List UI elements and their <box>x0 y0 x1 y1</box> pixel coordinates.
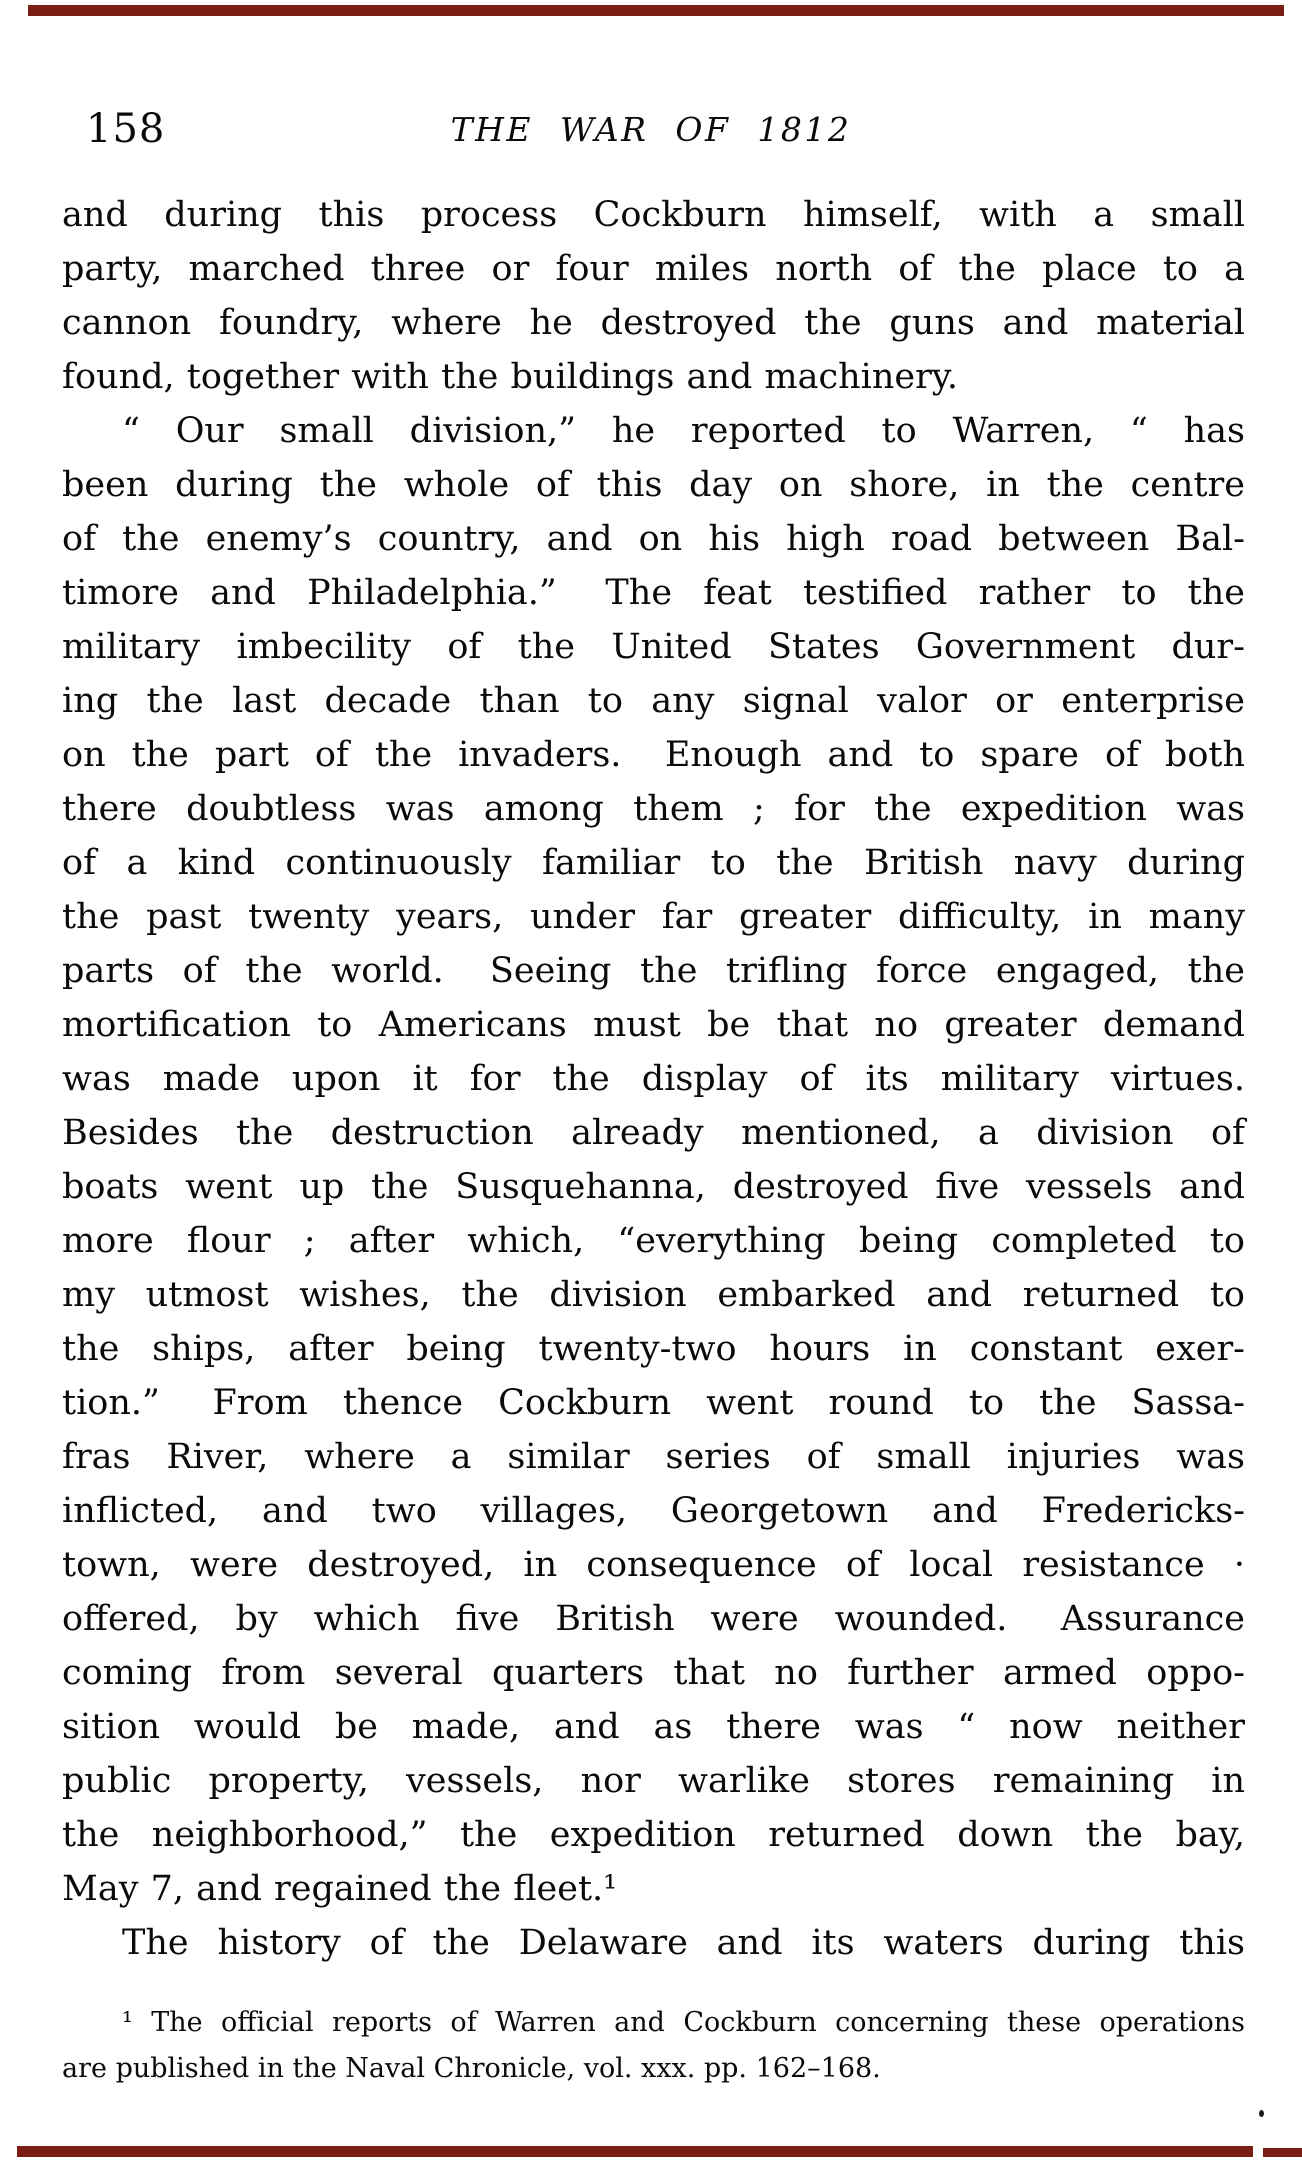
scan-edge-bar-bottom-right <box>1263 2148 1302 2157</box>
body-line: boats went up the Susquehanna, destroyed five vessels and <box>62 1167 1245 1207</box>
body-line: the past twenty years, under far greater difficulty, in many <box>62 897 1245 937</box>
body-line: Besides the destruction already mentioned, a division of <box>62 1113 1245 1153</box>
body-line: cannon foundry, where he destroyed the guns and material <box>62 303 1245 343</box>
footnote-line: are published in the Naval Chronicle, vol. xxx. pp. 162–168. <box>62 2053 881 2084</box>
body-line: was made upon it for the display of its military virtues. <box>62 1059 1245 1099</box>
body-line: offered, by which five British were wounded. Assurance <box>62 1599 1245 1639</box>
body-line: May 7, and regained the fleet.¹ <box>62 1869 618 1909</box>
body-line: sition would be made, and as there was “ now neither <box>62 1707 1245 1747</box>
body-line: and during this process Cockburn himself, with a small <box>62 195 1245 235</box>
body-line: found, together with the buildings and machinery. <box>62 357 959 397</box>
body-line: of the enemy’s country, and on his high road between Bal- <box>62 519 1245 559</box>
body-line: tion.” From thence Cockburn went round to the Sassa- <box>62 1383 1245 1423</box>
body-line: more flour ; after which, “everything being completed to <box>62 1221 1245 1261</box>
page-number: 158 <box>86 106 166 152</box>
body-line: timore and Philadelphia.” The feat testified rather to the <box>62 573 1245 613</box>
body-line: there doubtless was among them ; for the expedition was <box>62 789 1245 829</box>
scan-edge-bar-bottom <box>17 2146 1253 2157</box>
body-line: mortification to Americans must be that no greater demand <box>62 1005 1245 1045</box>
body-line: coming from several quarters that no further armed oppo- <box>62 1653 1245 1693</box>
running-title: THE WAR OF 1812 <box>450 110 852 149</box>
body-line: the neighborhood,” the expedition returned down the bay, <box>62 1815 1245 1855</box>
footnote <box>62 2000 1245 2092</box>
body-line: fras River, where a similar series of small injuries was <box>62 1437 1245 1477</box>
body-line: “ Our small division,” he reported to Warren, “ has <box>122 411 1245 451</box>
footnote-line: ¹ The official reports of Warren and Cockburn concerning these operations <box>122 2007 1245 2038</box>
body-line: military imbecility of the United States Government dur- <box>62 627 1245 667</box>
body-line: inflicted, and two villages, Georgetown and Fredericks- <box>62 1491 1245 1531</box>
body-line: the ships, after being twenty-two hours in constant exer- <box>62 1329 1245 1369</box>
body-line: ing the last decade than to any signal valor or enterprise <box>62 681 1245 721</box>
body-line: of a kind continuously familiar to the British navy during <box>62 843 1245 883</box>
body-line: my utmost wishes, the division embarked and returned to <box>62 1275 1245 1315</box>
body-line: been during the whole of this day on shore, in the centre <box>62 465 1245 505</box>
body-line: town, were destroyed, in consequence of local resistance · <box>62 1545 1245 1585</box>
body-line: parts of the world. Seeing the trifling force engaged, the <box>62 951 1245 991</box>
body-line: The history of the Delaware and its waters during this <box>122 1923 1245 1963</box>
scan-edge-bar-top <box>28 5 1284 16</box>
scan-noise-dot <box>1259 2110 1264 2117</box>
body-line: on the part of the invaders. Enough and to spare of both <box>62 735 1245 775</box>
body-text <box>62 188 1245 1970</box>
body-line: public property, vessels, nor warlike stores remaining in <box>62 1761 1245 1801</box>
body-line: party, marched three or four miles north of the place to a <box>62 249 1245 289</box>
